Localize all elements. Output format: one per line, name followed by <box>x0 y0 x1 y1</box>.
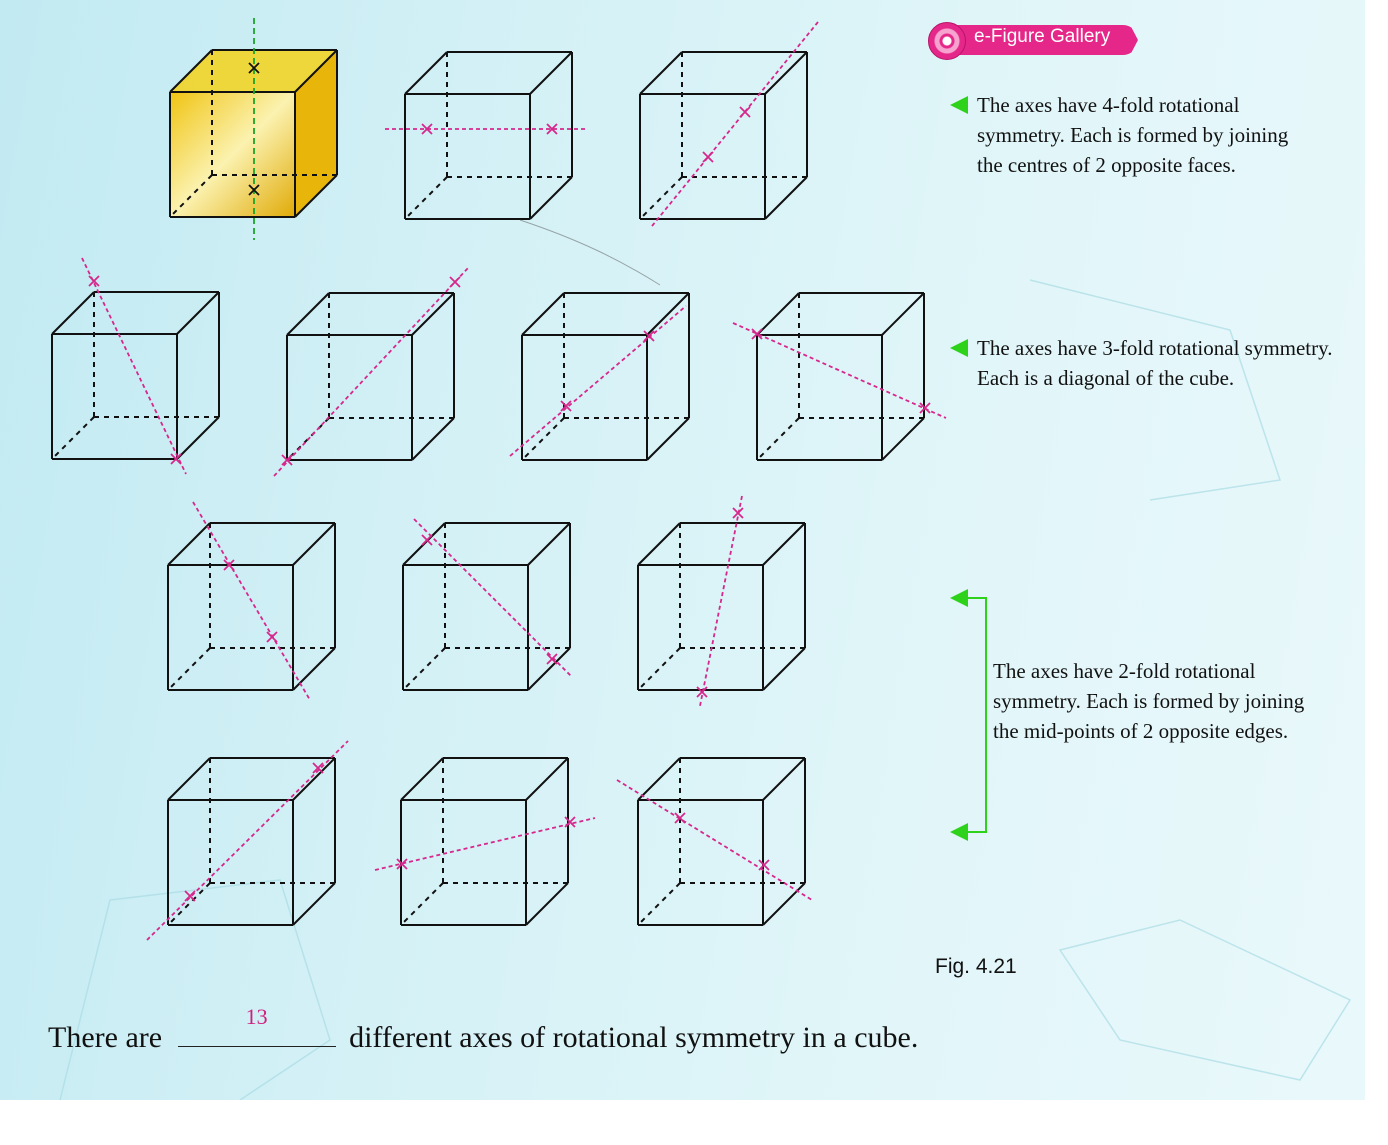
cube-12 <box>401 758 568 925</box>
cube-6 <box>522 293 689 460</box>
axis-endpoint-marker <box>422 535 432 545</box>
axis-endpoint-marker <box>185 891 195 901</box>
three-fold-note: The axes have 3-fold rotational symmetry. Each is a diagonal of the cube. <box>977 336 1333 390</box>
rotation-axis-9 <box>414 519 572 677</box>
axis-endpoint-marker <box>565 817 575 827</box>
cube-9 <box>403 523 570 690</box>
bracket-arrow-top <box>950 589 968 607</box>
rotation-axis-5 <box>274 268 468 476</box>
cube-13 <box>638 758 805 925</box>
four-fold-note: The axes have 4-fold rotational symmetry. Each is formed by joining the centres of 2 opposite faces. <box>977 93 1289 177</box>
answer-value: 13 <box>245 1004 268 1029</box>
cd-disc-icon <box>928 22 966 60</box>
figure-caption: Fig. 4.21 <box>935 955 1017 978</box>
badge-label: e-Figure Gallery <box>974 26 1111 47</box>
cube-3 <box>640 52 807 219</box>
two-fold-bracket <box>968 598 986 832</box>
rotation-axis-11 <box>147 741 348 940</box>
faint-leader-line <box>520 220 660 285</box>
axis-endpoint-marker <box>733 508 743 518</box>
axis-endpoint-marker <box>740 107 750 117</box>
sentence-start: There are <box>48 1021 163 1054</box>
cube-7 <box>757 293 924 460</box>
e-figure-gallery-badge[interactable] <box>928 22 1146 58</box>
rotation-axis-4 <box>82 258 186 474</box>
axis-endpoint-marker <box>450 277 460 287</box>
sentence-end: different axes of rotational symmetry in a cube. <box>349 1021 919 1054</box>
cube-5 <box>287 293 454 460</box>
bracket-arrow-bottom <box>950 823 968 841</box>
answer-blank[interactable] <box>178 1004 336 1047</box>
rotation-axis-12 <box>375 817 595 870</box>
cube-2 <box>405 52 572 219</box>
rotation-axis-2 <box>385 124 588 134</box>
two-fold-note: The axes have 2-fold rotational symmetry. Each is formed by joining the mid-points of 2 opposite edges. <box>993 659 1305 743</box>
axis-endpoint-marker <box>703 152 713 162</box>
fill-in-sentence <box>48 1004 919 1055</box>
axis-endpoint-marker <box>267 632 277 642</box>
rotation-axis-6 <box>510 306 686 456</box>
axis-endpoint-marker <box>547 654 557 664</box>
rotation-axis-10 <box>697 496 743 706</box>
cube-4 <box>52 292 219 459</box>
rotation-axis-7 <box>733 323 946 418</box>
cube-8 <box>168 523 335 690</box>
cube-10 <box>638 523 805 690</box>
